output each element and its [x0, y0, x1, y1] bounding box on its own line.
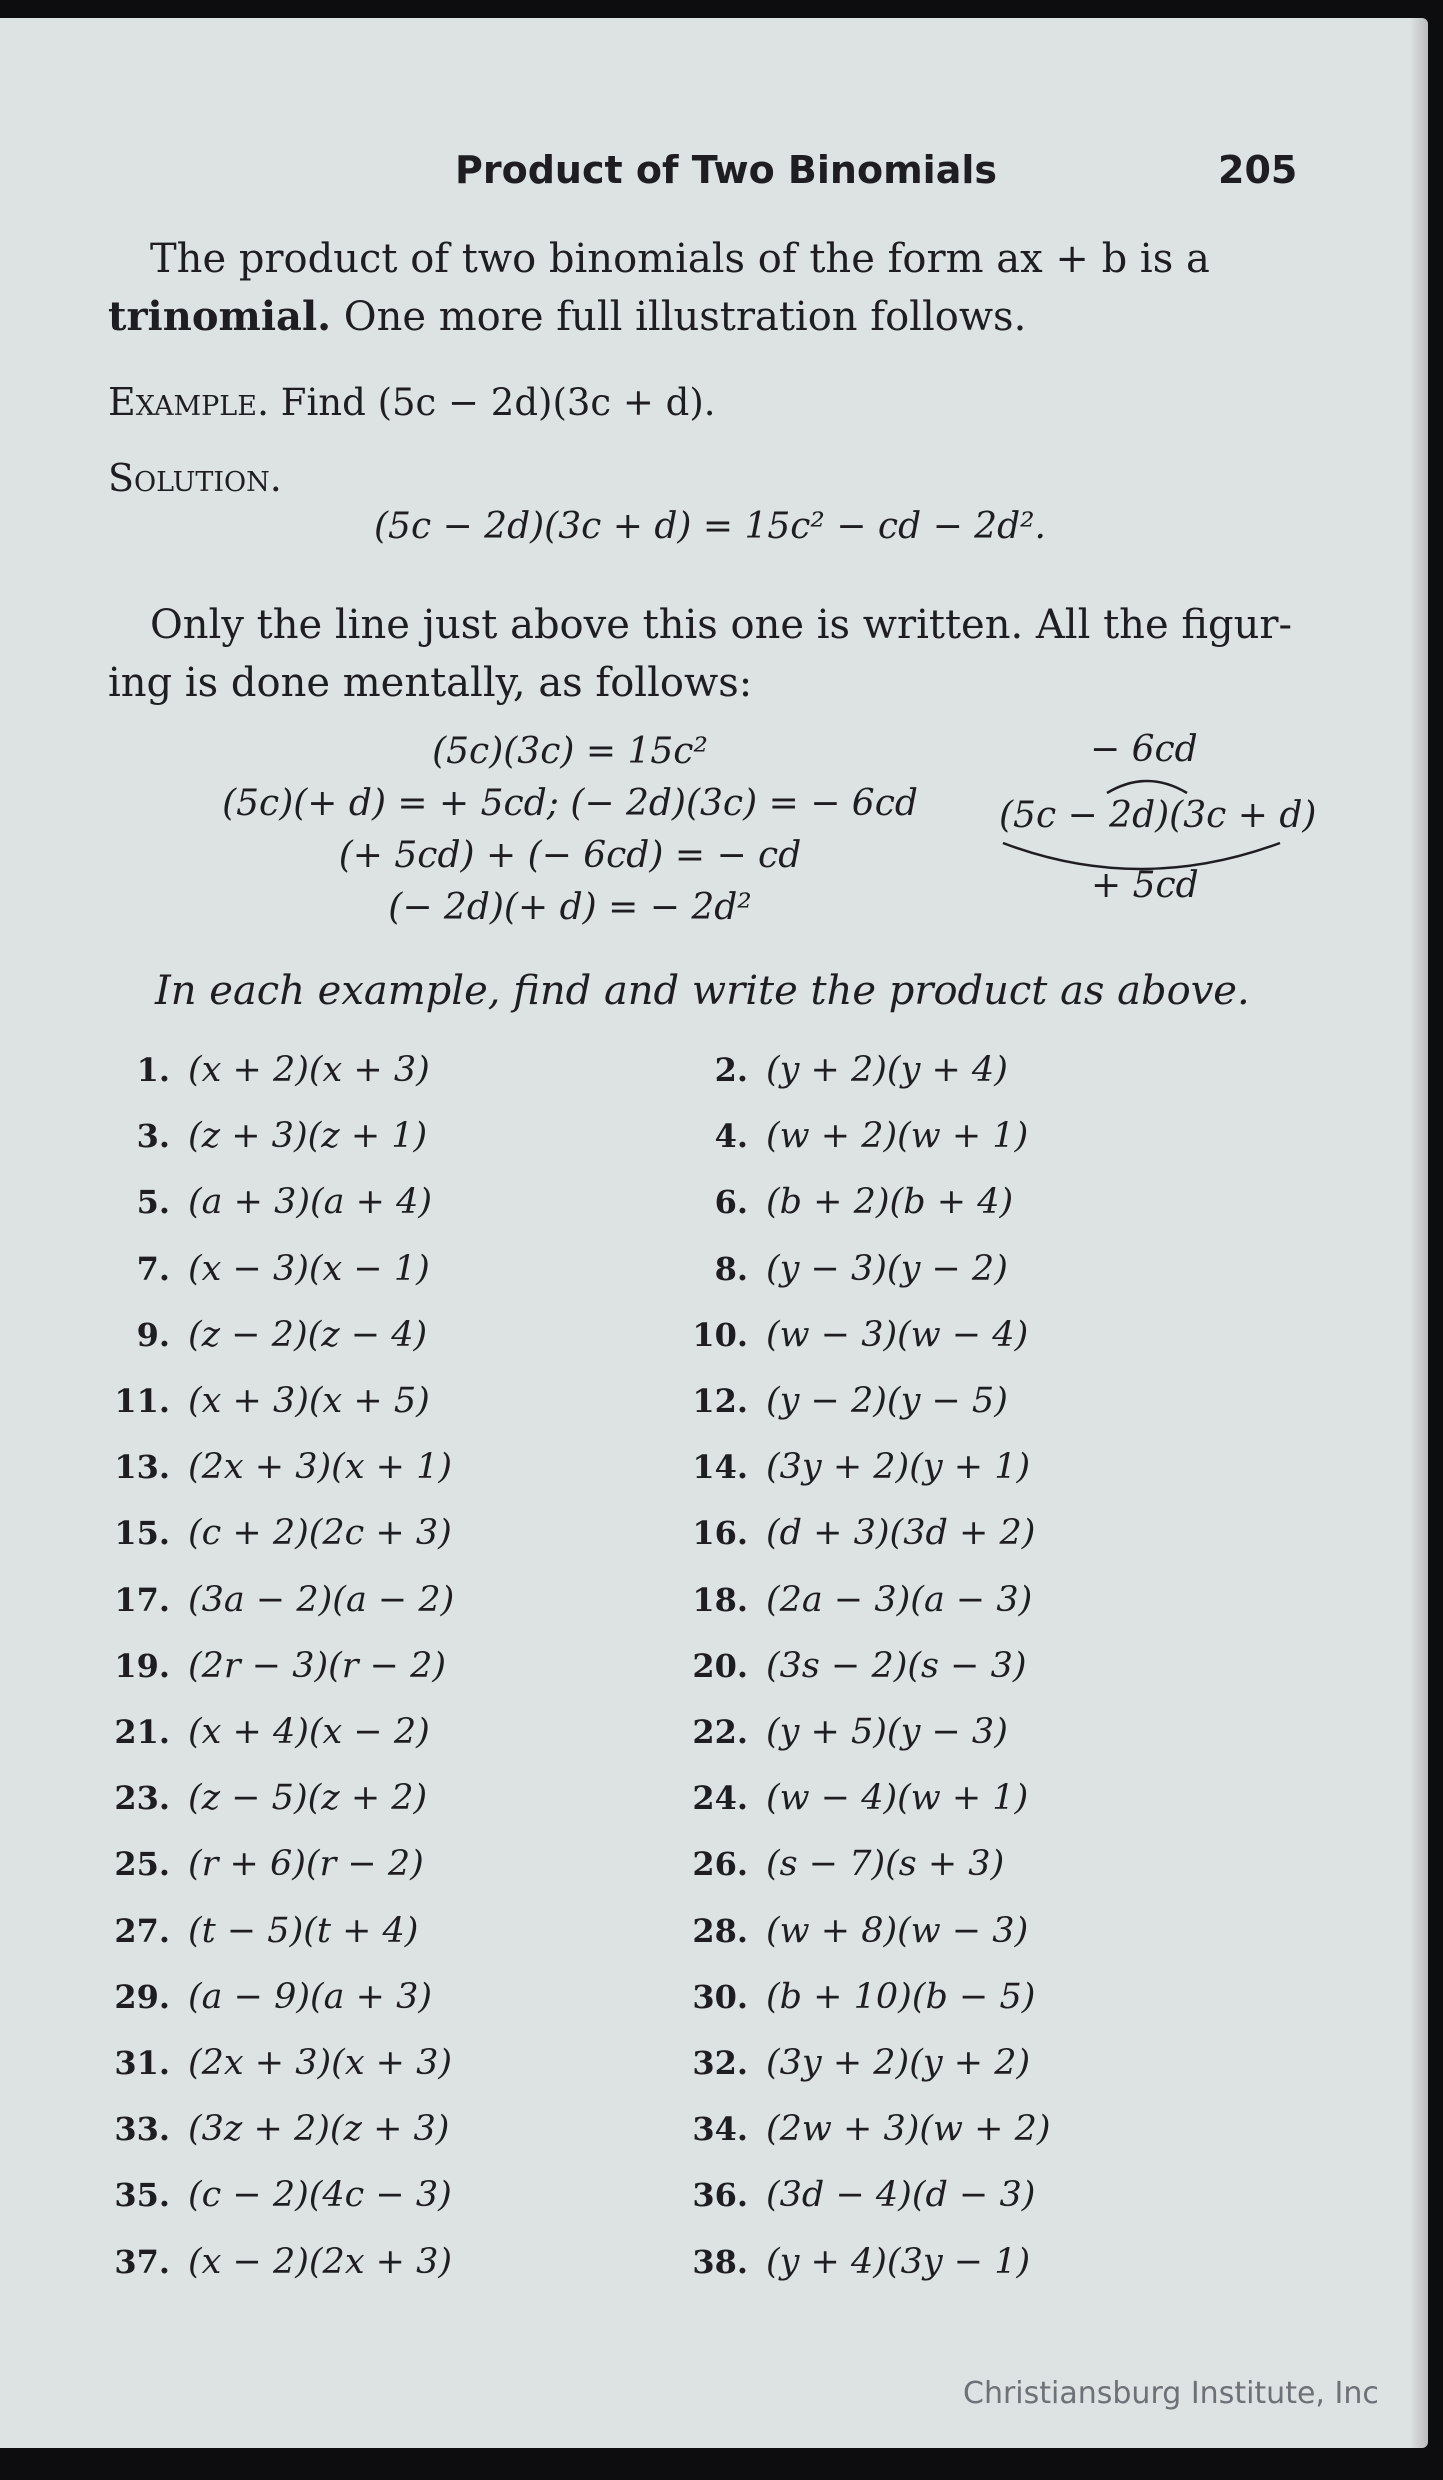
- exercise-item: [678, 1580, 1032, 1620]
- exercise-expression: (z − 2)(z − 4): [188, 1314, 428, 1355]
- exercise-number: 11.: [114, 1382, 170, 1420]
- exercise-item: [678, 2043, 1030, 2083]
- exercise-expression: (3y + 2)(y + 2): [766, 2043, 1031, 2083]
- exercise-expression: (x + 4)(x − 2): [188, 1712, 430, 1752]
- example-text: Find (5c − 2d)(3c + d).: [280, 381, 716, 424]
- exercise-number: 30.: [692, 1977, 748, 2016]
- exercise-number: 13.: [114, 1448, 170, 1487]
- exercise-expression: (x + 2)(x + 3): [188, 1050, 430, 1090]
- exercise-expression: (t − 5)(t + 4): [188, 1910, 419, 1951]
- exercise-item: [678, 1249, 1008, 1289]
- exercise-expression: (x − 2)(2x + 3): [188, 2241, 453, 2282]
- exercise-number: 28.: [692, 1911, 748, 1950]
- exercise-item: [100, 1182, 432, 1222]
- exercise-item: [100, 1050, 430, 1090]
- exercise-item: [678, 1050, 1008, 1090]
- exercise-number: 8.: [714, 1249, 748, 1288]
- exercise-item: [678, 1513, 1035, 1553]
- exercise-number: 17.: [114, 1580, 170, 1619]
- exercise-item: [100, 1513, 452, 1553]
- exercise-expression: (3a − 2)(a − 2): [188, 1579, 455, 1620]
- exercise-expression: (w + 8)(w − 3): [766, 1910, 1029, 1951]
- exercise-expression: (y + 5)(y − 3): [766, 1712, 1008, 1752]
- exercise-expression: (w − 3)(w − 4): [766, 1314, 1029, 1355]
- note-paragraph: [108, 596, 1298, 712]
- page-title: Product of Two Binomials: [455, 148, 997, 192]
- exercise-expression: (3d − 4)(d − 3): [766, 2175, 1036, 2216]
- solution-equation: (5c − 2d)(3c + d) = 15c² − cd − 2d².: [374, 506, 1046, 547]
- exercise-number: 12.: [692, 1382, 748, 1420]
- exercise-item: [100, 1580, 454, 1620]
- diagram-expression: (5c − 2d)(3c + d): [999, 795, 1317, 836]
- exercise-item: [678, 1844, 1004, 1884]
- step-3: (+ 5cd) + (− 6cd) = − cd: [338, 835, 802, 876]
- note-line-1: Only the line just above this one is written. All the figur-: [150, 602, 1293, 648]
- exercise-expression: (2w + 3)(w + 2): [766, 2109, 1051, 2150]
- exercise-expression: (y − 2)(y − 5): [766, 1381, 1008, 1421]
- page-number: 205: [1218, 148, 1298, 192]
- exercise-expression: (2a − 3)(a − 3): [766, 1579, 1033, 1620]
- exercise-number: 4.: [714, 1117, 748, 1156]
- exercise-number: 24.: [692, 1779, 748, 1818]
- step-1: (5c)(3c) = 15c²: [432, 731, 708, 772]
- exercise-number: 19.: [114, 1646, 170, 1685]
- exercise-number: 38.: [692, 2242, 748, 2281]
- intro-line-2: [108, 288, 1298, 346]
- product-diagram: [995, 723, 1317, 923]
- exercise-number: 35.: [114, 2176, 170, 2215]
- exercise-expression: (3y + 2)(y + 1): [766, 1447, 1031, 1488]
- exercise-expression: (3z + 2)(z + 3): [188, 2109, 450, 2150]
- exercise-item: [678, 2109, 1051, 2149]
- exercise-expression: (c + 2)(2c + 3): [188, 1513, 452, 1554]
- exercise-item: [100, 1381, 430, 1421]
- exercise-expression: (w + 2)(w + 1): [766, 1116, 1029, 1157]
- exercise-item: [678, 1646, 1027, 1686]
- exercise-number: 25.: [114, 1845, 170, 1884]
- exercise-item: [100, 1712, 430, 1752]
- exercise-item: [678, 1315, 1028, 1355]
- exercise-item: [678, 1381, 1008, 1421]
- exercise-expression: (2x + 3)(x + 1): [188, 1447, 453, 1488]
- exercise-number: 34.: [692, 2110, 748, 2149]
- exercise-expression: (w − 4)(w + 1): [766, 1778, 1029, 1819]
- exercise-number: 14.: [692, 1448, 748, 1487]
- diagram-bottom-term: + 5cd: [1091, 865, 1199, 906]
- note-line-2: ing is done mentally, as follows:: [108, 660, 753, 706]
- exercise-number: 27.: [114, 1911, 170, 1950]
- exercise-item: [100, 2043, 452, 2083]
- exercise-number: 23.: [114, 1779, 170, 1818]
- exercise-number: 32.: [692, 2044, 748, 2082]
- exercise-number: 36.: [692, 2176, 748, 2215]
- exercise-item: [100, 1447, 452, 1487]
- exercise-expression: (y − 3)(y − 2): [766, 1248, 1008, 1289]
- exercise-expression: (x + 3)(x + 5): [188, 1381, 430, 1421]
- exercise-expression: (y + 4)(3y − 1): [766, 2241, 1031, 2282]
- exercise-number: 5.: [136, 1183, 170, 1222]
- exercise-number: 16.: [692, 1514, 748, 1553]
- exercise-item: [100, 1977, 432, 2017]
- exercise-number: 1.: [136, 1051, 170, 1089]
- exercise-expression: (z + 3)(z + 1): [188, 1116, 428, 1157]
- exercise-expression: (s − 7)(s + 3): [766, 1844, 1005, 1885]
- mental-steps: [190, 726, 950, 934]
- exercise-expression: (d + 3)(3d + 2): [766, 1513, 1036, 1554]
- exercise-number: 2.: [714, 1051, 748, 1089]
- exercise-item: [678, 2242, 1030, 2282]
- exercise-item: [100, 2242, 452, 2282]
- exercise-expression: (2x + 3)(x + 3): [188, 2043, 453, 2083]
- intro-line-1: The product of two binomials of the form ax + b is a: [150, 236, 1210, 282]
- exercise-number: 26.: [692, 1845, 748, 1884]
- exercise-expression: (c − 2)(4c − 3): [188, 2175, 452, 2216]
- watermark: Christiansburg Institute, Inc: [963, 2376, 1379, 2411]
- exercise-expression: (y + 2)(y + 4): [766, 1050, 1008, 1090]
- exercise-number: 22.: [692, 1713, 748, 1751]
- exercise-item: [100, 1778, 427, 1818]
- exercise-item: [100, 1646, 446, 1686]
- exercise-number: 20.: [692, 1646, 748, 1685]
- solution-label: Solution.: [108, 456, 282, 500]
- exercise-number: 9.: [136, 1315, 170, 1354]
- exercise-expression: (x − 3)(x − 1): [188, 1248, 430, 1289]
- exercise-item: [100, 2175, 452, 2215]
- exercise-item: [100, 2109, 449, 2149]
- exercise-expression: (2r − 3)(r − 2): [188, 1645, 447, 1686]
- exercise-expression: (b + 2)(b + 4): [766, 1182, 1014, 1223]
- exercise-expression: (a + 3)(a + 4): [188, 1182, 433, 1223]
- exercise-item: [678, 1116, 1028, 1156]
- exercise-item: [678, 1447, 1030, 1487]
- intro-bold-term: trinomial.: [108, 293, 332, 340]
- exercise-expression: (b + 10)(b − 5): [766, 1976, 1036, 2017]
- exercise-expression: (z − 5)(z + 2): [188, 1778, 428, 1819]
- exercise-instruction: In each example, find and write the product as above.: [155, 968, 1250, 1014]
- exercise-number: 33.: [114, 2110, 170, 2149]
- intro-paragraph: [108, 230, 1298, 346]
- exercise-item: [100, 1911, 418, 1951]
- exercise-number: 21.: [114, 1713, 170, 1751]
- exercise-item: [678, 1977, 1035, 2017]
- exercise-item: [100, 1249, 430, 1289]
- exercise-item: [678, 1778, 1028, 1818]
- exercise-number: 15.: [114, 1514, 170, 1553]
- step-2: (5c)(+ d) = + 5cd; (− 2d)(3c) = − 6cd: [222, 783, 918, 824]
- exercise-number: 10.: [692, 1315, 748, 1354]
- exercise-item: [100, 1116, 427, 1156]
- exercise-item: [678, 1911, 1028, 1951]
- exercise-item: [678, 1182, 1013, 1222]
- exercise-item: [678, 2175, 1035, 2215]
- exercise-number: 37.: [114, 2242, 170, 2281]
- book-page: [0, 18, 1428, 2448]
- example-label: Example.: [108, 380, 270, 424]
- exercise-number: 7.: [136, 1249, 170, 1288]
- diagram-top-term: − 6cd: [1090, 729, 1198, 770]
- exercise-number: 29.: [114, 1977, 170, 2016]
- exercise-expression: (r + 6)(r − 2): [188, 1844, 424, 1885]
- exercise-number: 31.: [114, 2044, 170, 2082]
- exercise-item: [678, 1712, 1008, 1752]
- inner-product-arc: [1107, 781, 1187, 793]
- example-line: [108, 380, 716, 424]
- exercise-item: [100, 1844, 424, 1884]
- exercise-expression: (3s − 2)(s − 3): [766, 1645, 1027, 1686]
- exercise-number: 3.: [136, 1117, 170, 1156]
- exercise-number: 18.: [692, 1580, 748, 1619]
- intro-line-2-rest: One more full illustration follows.: [331, 294, 1027, 340]
- exercise-item: [100, 1315, 427, 1355]
- step-4: (− 2d)(+ d) = − 2d²: [388, 887, 752, 928]
- exercise-expression: (a − 9)(a + 3): [188, 1976, 433, 2017]
- exercise-number: 6.: [714, 1183, 748, 1222]
